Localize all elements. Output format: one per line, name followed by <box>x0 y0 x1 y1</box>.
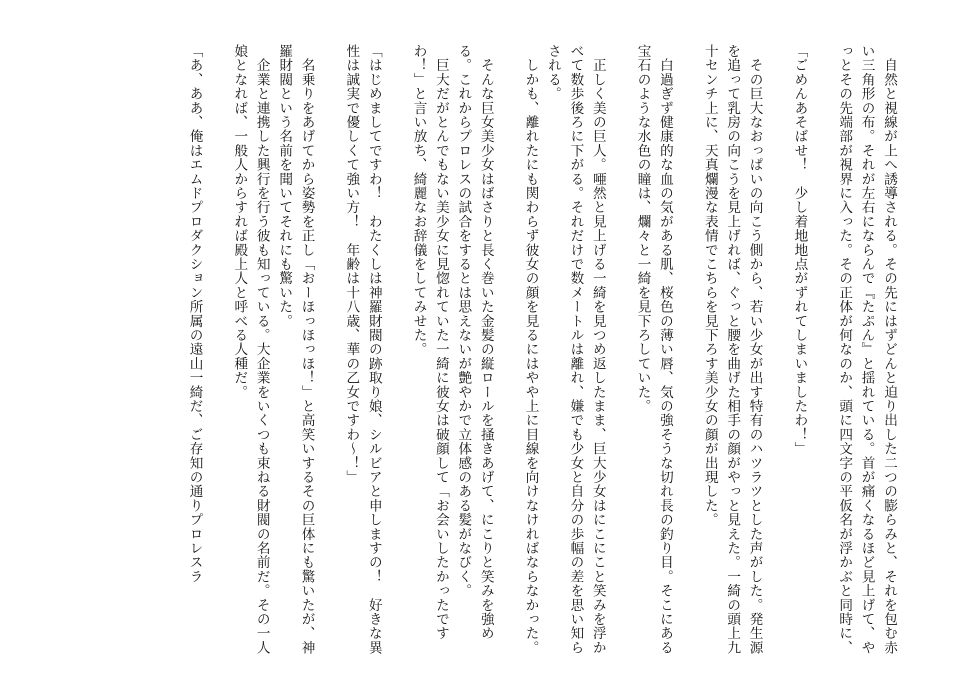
paragraph-narration-8: 名乗りをあげてから姿勢を正し「おーほっほっほ！」と高笑いするその巨体にも驚いたが、神羅財閥という名前を聞いてそれにも驚いた。 <box>276 44 315 655</box>
paragraph-dialogue-3: 「あ、ああ、俺はエムドプロダクション所属の遠山一綺だ、ご存知の通りプロレスラ <box>186 44 203 584</box>
vertical-text-body <box>50 44 900 656</box>
paragraph-spacer <box>318 44 340 656</box>
paragraph-spacer <box>810 44 832 656</box>
paragraph-spacer <box>609 44 631 656</box>
paragraph-spacer <box>497 44 519 656</box>
paragraph-dialogue-2: 「はじめましてですわ！ わたくしは神羅財閥の跡取り娘、シルビアと申しますの！ 好きな異性は誠実で優しくて強い方！ 年齢は十八歳、華の乙女ですわ～！」 <box>343 44 382 655</box>
paragraph-dialogue-1: 「ごめんあそばせ！ 少し着地地点がずれてしまいましたわ！」 <box>791 44 808 456</box>
paragraph-narration-2: その巨大なおっぱいの向こう側から、若い少女が出す特有のハツラツとした声がした。発生源を追って乳房の向こうを見上げれば、ぐっと腰を曲げた相手の顔がやっと見えた。一綺の頭上九十センチ上に、天真爛漫な表情でこちらを見下ろす美少女の顔が出現した。 <box>701 44 763 655</box>
paragraph-narration-6: そんな巨女美少女はばさりと長く巻いた金髪の縦ロールを掻きあげて、にこりと笑みを強める。これからプロレスの試合をするとは思えないが艶やかで立体感のある髪がなびく。 <box>455 44 494 641</box>
paragraph-narration-1: 自然と視線が上へ誘導される。その先にはずどんと迫り出した二つの膨らみと、それを包む赤い三角形の布。それが左右にならんで『たぷん』と揺れている。首が痛くなるほど見上げて、やっとその先端部が視界に入った。その正体が何なのか、頭に四文字の平仮名が浮かぶと同時に、 <box>836 44 897 655</box>
paragraph-narration-3: 白過ぎず健康的な血の気がある肌、桜色の薄い唇、気の強そうな切れ長の釣り目。そこにある宝石のような水色の瞳は、爛々と一綺を見下ろしていた。 <box>634 44 673 655</box>
paragraph-narration-4: 正しく美の巨人。唖然と見上げる一綺を見つめ返したまま、巨大少女はにこにこと笑みを浮かべて数歩後ろに下がる。それだけで数メートルは離れ、嫌でも少女と自分の歩幅の差を思い知らされる。 <box>544 44 606 655</box>
paragraph-narration-5: しかも、離れたにも関わらず彼女の顔を見るにはやや上に目線を向けなければならなかった。 <box>522 44 539 655</box>
paragraph-spacer <box>385 44 407 656</box>
paragraph-narration-9: 企業と連携した興行を行う彼も知っている。大企業をいくつも束ねる財閥の名前だ。その一人娘となれば、一般人からすれば殿上人と呼べる人種だ。 <box>231 44 270 655</box>
paragraph-spacer <box>766 44 788 656</box>
paragraph-spacer <box>206 44 228 656</box>
paragraph-narration-7: 巨大だがとんでもない美少女に見惚れていた一綺に彼女は破顔して「お会いしたかったですわ！」と言い放ち、綺麗なお辞儀をしてみせた。 <box>410 44 449 641</box>
paragraph-spacer <box>676 44 698 656</box>
